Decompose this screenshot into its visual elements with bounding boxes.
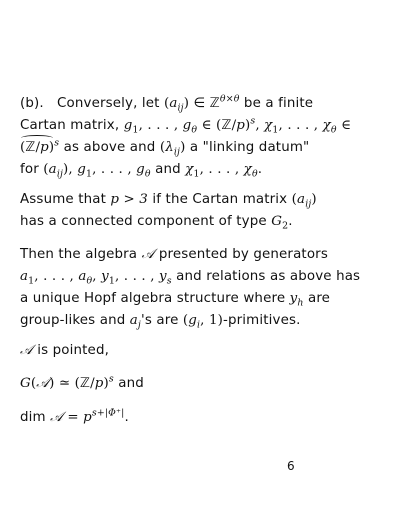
paragraph-dimension: dim 𝒜 = $p^{s+|\Phi^+|}$. <box>20 407 129 425</box>
paragraph-converse: (b). Conversely, let $(a_{ij})$ ∈ ℤ$^{\theta\times\theta}$ be a finite Cartan matrix, $g_1$, . . . , $g_\theta$ ∈ (ℤ/p)$^s$, $\chi_1$, . . . , $\chi_\theta$ ∈ (ℤ/p)$^s$ as above and $(\lambda_{ij})$ a "linking datum" for $(a_{ij})$, $g_1$, . . . , $g_\theta$ and $\chi_1$, . . . , $\chi_\theta$. <box>20 93 352 180</box>
paragraph-grouplikes: G(𝒜) ≃ (ℤ/p)$^s$ and <box>20 373 144 391</box>
paragraph-theorem: Then the algebra 𝒜 presented by generators $a_1$, . . . , $a_\theta$, $y_1$, . . . , $y_s$ and relations as above has a unique Hopf algebra structure where $y_h$ are group-likes and $a_j's$ are ($g_i$, 1)-primitives. <box>20 247 361 331</box>
paragraph-assumption: Assume that p > 3 if the Cartan matrix $(a_{ij})$ has a connected component of type $G_2$. <box>20 192 317 232</box>
paragraph-pointed: 𝒜 is pointed, <box>20 343 109 358</box>
page-number: 6 <box>287 459 295 473</box>
